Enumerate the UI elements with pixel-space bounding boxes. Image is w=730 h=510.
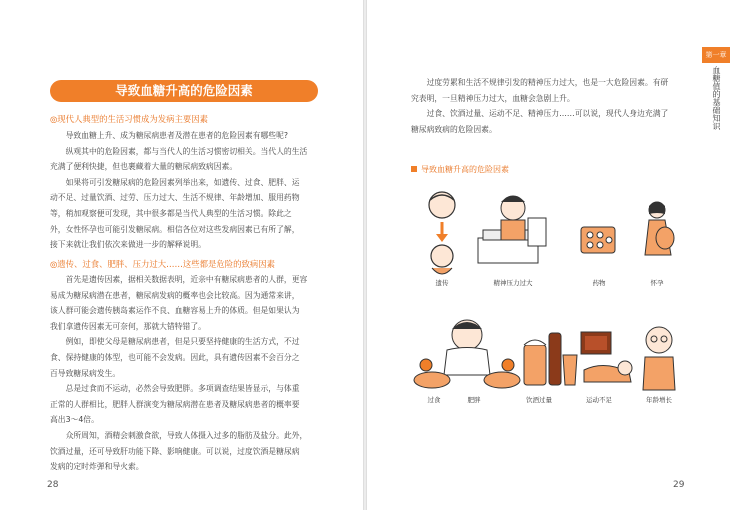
pregnancy-illustration: [637, 200, 677, 270]
page-number-left: 28: [47, 480, 59, 490]
caption-heredity: 遗传: [435, 279, 449, 287]
chapter-number: 第一章: [702, 47, 730, 63]
chapter-tab: [702, 47, 730, 172]
caption-medicine: 药物: [592, 279, 606, 287]
subheading-risk-factors: ◎遗传、过食、肥胖、压力过大……这些都是危险的致病因素: [50, 259, 276, 269]
square-bullet-icon: [411, 166, 417, 172]
caption-aging: 年龄增长: [646, 396, 672, 404]
figure-heading: [411, 164, 509, 175]
stress-illustration: [473, 188, 553, 278]
caption-overeating: 过食: [427, 396, 441, 404]
aging-illustration: [639, 322, 679, 392]
caption-pregnancy: 怀孕: [650, 279, 664, 287]
body-paragraph-1: 导致血糖上升、成为糖尿病患者及潜在患者的危险因素有哪些呢? 纵观其中的危险因素，都与当代人的生活习惯密切相关。当代人的生活 充满了便利快捷，但也裹藏着大量的糖尿病致病因素。 如果将可引发糖尿病的危险因素列举出来，如遗传、过食、肥胖、运 动不足、过量饮酒、过劳、压力过大、生活不规律、年龄增加、服用药物 等，稍加观察便可发现，其中很多都是当代人典型的生活习惯。除此之 外，女性怀孕也可能引发糖尿病。相信各位对这些发病因素已有所了解， 接下来就让我们依次来做进一步的解释说明。: [50, 131, 308, 250]
subheading-lifestyle: ◎现代人典型的生活习惯成为发病主要因素: [50, 114, 209, 124]
heredity-illustration: [422, 190, 462, 280]
drinking-illustration: [519, 325, 579, 395]
chapter-title: 血糖值的基础知识: [712, 66, 721, 130]
figure-title: 导致血糖升高的危险因素: [421, 165, 509, 174]
caption-stress: 精神压力过大: [493, 279, 533, 287]
body-paragraph-3: 过度劳累和生活不规律引发的精神压力过大，也是一大危险因素。有研 究表明，一旦精神压力过大，血糖会急剧上升。 过食、饮酒过量、运动不足、精神压力……可以说，现代人身边充满了 糖尿病致病的危险因素。: [411, 78, 669, 134]
left-page: [0, 0, 363, 510]
body-paragraph-2: 首先是遗传因素，据相关数据表明，近亲中有糖尿病患者的人群，更容 易成为糖尿病潜在患者，糖尿病发病的概率也会比较高。因为通常来讲， 该人群可能会遗传胰岛素运作不良、血糖容易上升的体质。但是如果认为 我们拿遗传因素无可奈何，那就大错特错了。 例如，即使父母是糖尿病患者，但是只要坚持健康的生活方式，不过 食、保持健康的体型，也可能不会发病。因此，具有遗传因素不会百分之 百导致糖尿病发生。 总是过食而不运动，必然会导致肥胖。多项调查结果皆显示，与体重 正常的人群相比，肥胖人群演变为糖尿病潜在患者及糖尿病患者的概率要 高出3～4倍。 众所周知，酒精会刺激食欲，导致人体摄入过多的脂肪及盐分。此外， 饮酒过量，还可导致肝功能下降、影响健康。可以说，过度饮酒是糖尿病 发病的定时炸弹和导火索。: [50, 275, 308, 472]
page-number-right: 29: [673, 480, 685, 490]
caption-obesity: 肥胖: [467, 396, 481, 404]
overeating-illustration: [412, 315, 522, 395]
caption-inactivity: 运动不足: [586, 396, 612, 404]
section-banner: 导致血糖升高的危险因素: [50, 80, 318, 102]
right-page: [367, 0, 730, 510]
inactivity-illustration: [579, 330, 639, 390]
caption-drinking: 饮酒过量: [526, 396, 552, 404]
medicine-illustration: [579, 222, 619, 262]
